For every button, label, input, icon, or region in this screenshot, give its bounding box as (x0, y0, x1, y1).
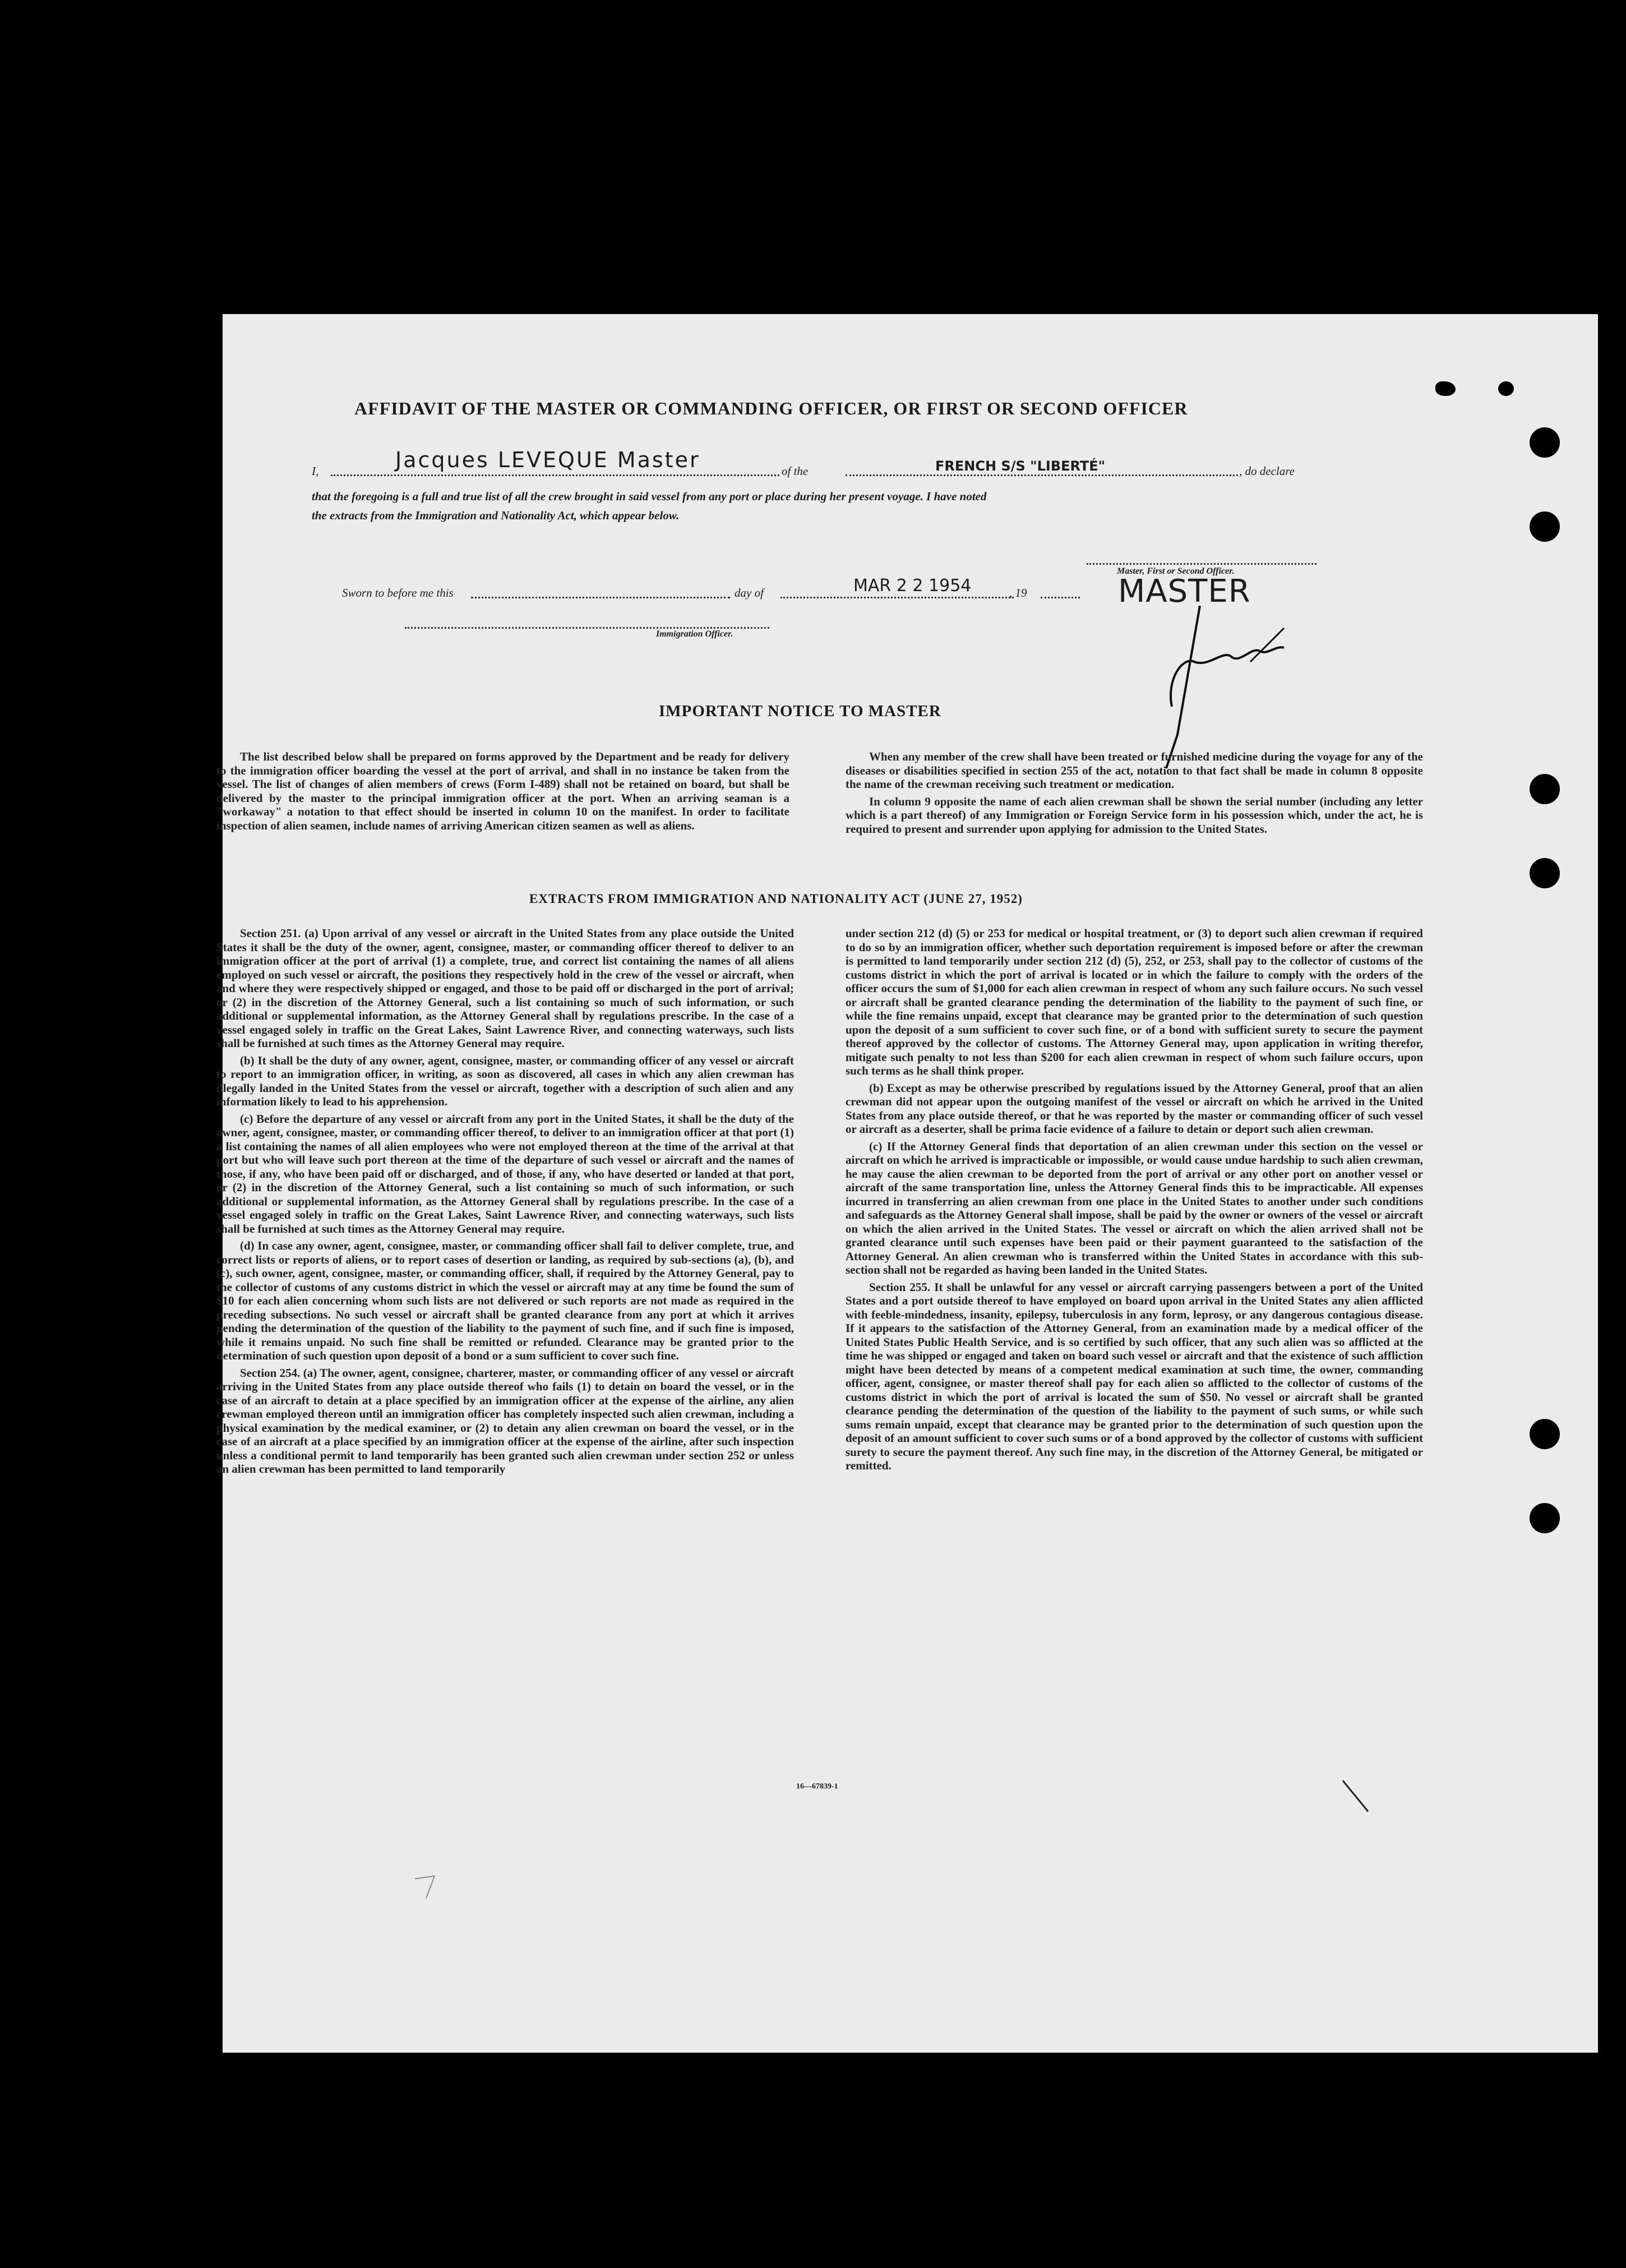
section-254-a-cont: under section 212 (d) (5) or 253 for medical or hospital treatment, or (3) to deport such alien crewman if required to do so by an immigration officer, whether such deportation requirement is imposed before or after the crewman is permitted to land temporarily under section 212 (d) (5), 252, or 253, shall pay to the collector of customs of the customs district in which the port of arrival is located or in which the failure to comply with the orders of the officer occurs the sum of $1,000 for each alien crewman in respect of whom any such failure occurs. No such vessel or aircraft shall be granted clearance pending the determination of the liability to the payment of such fine, or while the fine remains unpaid, except that clearance may be granted prior to the determination of such question upon the deposit of a sum sufficient to cover such fine, or of a bond with sufficient surety to secure the payment thereof approved by the collector of customs. The Attorney General may, upon application in writing therefor, mitigate such penalty to not less than $200 for each alien crewman in respect of whom such failure occurs, upon such terms as he shall think proper. (846, 926, 1423, 1077)
affidavit-title: AFFIDAVIT OF THE MASTER OR COMMANDING OFFICER, OR FIRST OR SECOND OFFICER (354, 398, 1188, 418)
i-label: I, (312, 464, 319, 478)
officer-signature-line (405, 627, 769, 629)
declaration-line-2: the extracts from the Immigration and Nationality Act, which appear below. (312, 509, 680, 522)
sworn-label: Sworn to before me this (342, 586, 454, 600)
notice-title: IMPORTANT NOTICE TO MASTER (659, 702, 941, 720)
master-signature-line (1087, 563, 1316, 565)
section-251-b: (b) It shall be the duty of any owner, agent, consignee, master, or commanding officer of any vessel or aircraft to report to an immigration officer, in writing, as soon as discovered, all cases in which any alien crewman has illegally landed in the United States from the vessel or aircraft, together with a description of such alien and any information likely to lead to his apprehension. (216, 1053, 794, 1108)
notice-right (846, 750, 1423, 839)
extracts-left-column (216, 926, 794, 1479)
vessel-name: FRENCH S/S "LIBERTÉ" (935, 458, 1106, 474)
do-declare: , do declare (1239, 464, 1295, 478)
day-of-label: day of (735, 586, 764, 600)
section-251-d: (d) In case any owner, agent, consignee, master, or commanding officer shall fail to deliver complete, true, and correct lists or reports of aliens, or to report cases of desertion or landing, as required by sub-sections (a), (b), and (c), such owner, agent, consignee, master, or commanding officer, shall, if required by the Attorney General, pay to the collector of customs of any customs district in which the vessel or aircraft may at any time be found the sum of $10 for each alien concerning whom such lists are not delivered or such reports are not made as required in the preceding subsections. No such vessel or aircraft shall be granted clearance from any port at which it arrives pending the determination of the question of the liability to the payment of such fine, and if such fine is imposed, while it remains unpaid. No such fine shall be remitted or refunded. Clearance may be granted prior to the determination of such question upon deposit of a bond or a sum sufficient to cover such fine. (216, 1239, 794, 1362)
punch-hole (1530, 427, 1560, 458)
punch-hole (1530, 774, 1560, 804)
notice-right-paragraph-2: In column 9 opposite the name of each alien crewman shall be shown the serial number (including any letter which is a part thereof) of any Immigration or Foreign Service form in his possession which, under the act, he is required to present and surrender upon applying for admission to the United States. (846, 794, 1423, 836)
notice-left-paragraph: The list described below shall be prepared on forms approved by the Department and be ready for delivery to the immigration officer boarding the vessel at the port of arrival, and shall in no instance be taken from the vessel. The list of changes of alien members of crews (Form I-489) shall not be retained on board, but shall be delivered by the master to the principal immigration officer at the port. When an arriving seaman is a "workaway" a notation to that effect should be inserted in column 10 on the manifest. In order to facilitate inspection of alien seamen, include names of arriving American citizen seamen as well as aliens. (216, 750, 789, 832)
section-251-c: (c) Before the departure of any vessel or aircraft from any port in the United States, it shall be the duty of the owner, agent, consignee, master, or commanding officer thereof, to deliver to an immigration officer at that port (1) a list containing the names of all alien employees who were not employed thereon at the time of the arrival at that port but who will leave such port thereon at the time of the departure of such vessel or aircraft and the names of those, if any, who have been paid off or discharged, and of those, if any, who have deserted or landed at that port, or (2) in the discretion of the Attorney General, such a list containing so much of such information, or such additional or supplemental information, as the Attorney General shall by regulations prescribe. In the case of a vessel engaged solely in traffic on the Great Lakes, Saint Lawrence River, and connecting waterways, such lists shall be furnished at such times as the Attorney General may require. (216, 1112, 794, 1236)
vessel-line (846, 474, 1238, 476)
form-number: 16—67839-1 (796, 1782, 838, 1791)
extracts-right-column (846, 926, 1423, 1476)
date-stamp: MAR 2 2 1954 (853, 576, 972, 596)
year-line (1041, 597, 1080, 598)
stray-mark (1340, 1778, 1374, 1817)
section-254-a: Section 254. (a) The owner, agent, consignee, charterer, master, or commanding officer of any vessel or aircraft arriving in the United States from any place outside thereof who fails (1) to detain on board the vessel, or in the case of an aircraft to detain at a place specified by an immigration officer at the expense of the airline, any alien crewman employed thereon until an immigration officer has completely inspected such alien crewman, including a physical examination by the medical examiner, or (2) to detain any alien crewman on board the vessel, or in the case of an aircraft at a place specified by an immigration officer at the expense of the airline, after such inspection unless a conditional permit to land temporarily has been granted such alien crewman under section 252 or unless an alien crewman has been permitted to land temporarily (216, 1366, 794, 1476)
name-line (331, 474, 779, 476)
declaration-line-1: that the foregoing is a full and true list of all the crew brought in said vessel from any port or place during her present voyage. I have noted (312, 490, 987, 503)
ink-mark (1498, 381, 1514, 396)
notice-left (216, 750, 789, 836)
punch-hole (1530, 858, 1560, 888)
section-251-a: Section 251. (a) Upon arrival of any vessel or aircraft in the United States from any place outside the United States it shall be the duty of the owner, agent, consignee, master, or commanding officer thereof to deliver to an immigration officer at the port of arrival (1) a complete, true, and correct list containing the names of all aliens employed on such vessel or aircraft, the positions they respectively hold in the crew of the vessel or aircraft, when and where they were respectively shipped or engaged, and those to be paid off or discharged in the port of arrival; or (2) in the discretion of the Attorney General, such a list containing so much of such information, or such additional or supplemental information, as the Attorney General shall by regulations prescribe. In the case of a vessel engaged solely in traffic on the Great Lakes, Saint Lawrence River, and connecting waterways, such lists shall be furnished at such times as the Attorney General may require. (216, 926, 794, 1050)
officer-caption: Immigration Officer. (656, 629, 733, 639)
section-255: Section 255. It shall be unlawful for any vessel or aircraft carrying passengers between a port of the United States and a port outside thereof to have employed on board upon arrival in the United States any alien afflicted with feeble-mindedness, insanity, epilepsy, tuberculosis in any form, leprosy, or any dangerous contagious disease. If it appears to the satisfaction of the Attorney General, from an examination made by a medical officer of the United States Public Health Service, and is so certified by such officer, that any such alien was so afflicted at the time he was shipped or engaged and taken on board such vessel or aircraft and that the existence of such affliction might have been detected by means of a competent medical examination at such time, the owner, commanding officer, agent, consignee, or master thereof shall pay for each alien so afflicted to the collector of customs of the customs district in which the port of arrival is located the sum of $50. No vessel or aircraft shall be granted clearance pending the determination of the question of the liability to the payment of such sums, or while such sums remain unpaid, except that clearance may be granted prior to the determination of such question upon the deposit of an amount sufficient to cover such sums or of a bond approved by the collector of customs with sufficient surety to secure the payment thereof. Any such fine may, in the discretion of the Attorney General, be mitigated or remitted. (846, 1280, 1423, 1472)
punch-hole (1530, 1419, 1560, 1449)
master-name: Jacques LEVEQUE Master (395, 448, 700, 472)
section-254-c: (c) If the Attorney General finds that deportation of an alien crewman under this section on the vessel or aircraft on which he arrived is impracticable or impossible, or would cause undue hardship to such alien crewman, he may cause the alien crewman to be deported from the port of arrival or any other port on another vessel or aircraft of the same transportation line, unless the Attorney General finds this to be impracticable. All expenses incurred in transferring an alien crewman from one place in the United States to another under such conditions and safeguards as the Attorney General shall impose, shall be paid by the owner or owners of the vessel or aircraft on which the alien arrived in the United States. The vessel or aircraft on which the alien arrived shall not be granted clearance until such expenses have been paid or their payment guaranteed to the satisfaction of the Attorney General. An alien crewman who is transferred within the United States in accordance with this sub-section shall not be regarded as having been landed in the United States. (846, 1139, 1423, 1276)
year-label: , 19 (1009, 586, 1027, 600)
ink-mark (1435, 381, 1456, 396)
stray-mark (412, 1873, 440, 1901)
section-254-b: (b) Except as may be otherwise prescribed by regulations issued by the Attorney General, proof that an alien crewman did not appear upon the outgoing manifest of the vessel or aircraft on which he arrived in the United States from any place outside thereof, or that he was reported by the master or commanding officer of such vessel or aircraft as a deserter, shall be prima facie evidence of a failure to detain or deport such alien crewman. (846, 1081, 1423, 1136)
master-stamp: MASTER (1118, 573, 1251, 610)
sworn-line (471, 597, 730, 598)
master-caption: Master, First or Second Officer. (1117, 566, 1235, 576)
of-the-label: of the (782, 464, 809, 478)
extracts-title: EXTRACTS FROM IMMIGRATION AND NATIONALITY ACT (JUNE 27, 1952) (529, 892, 1023, 906)
punch-hole (1530, 1503, 1560, 1533)
day-line (780, 597, 1014, 598)
punch-hole (1530, 511, 1560, 542)
notice-right-paragraph-1: When any member of the crew shall have been treated or furnished medicine during the voyage for any of the diseases or disabilities specified in section 255 of the act, notation to that fact shall be made in column 8 opposite the name of the crewman receiving such treatment or medication. (846, 750, 1423, 791)
